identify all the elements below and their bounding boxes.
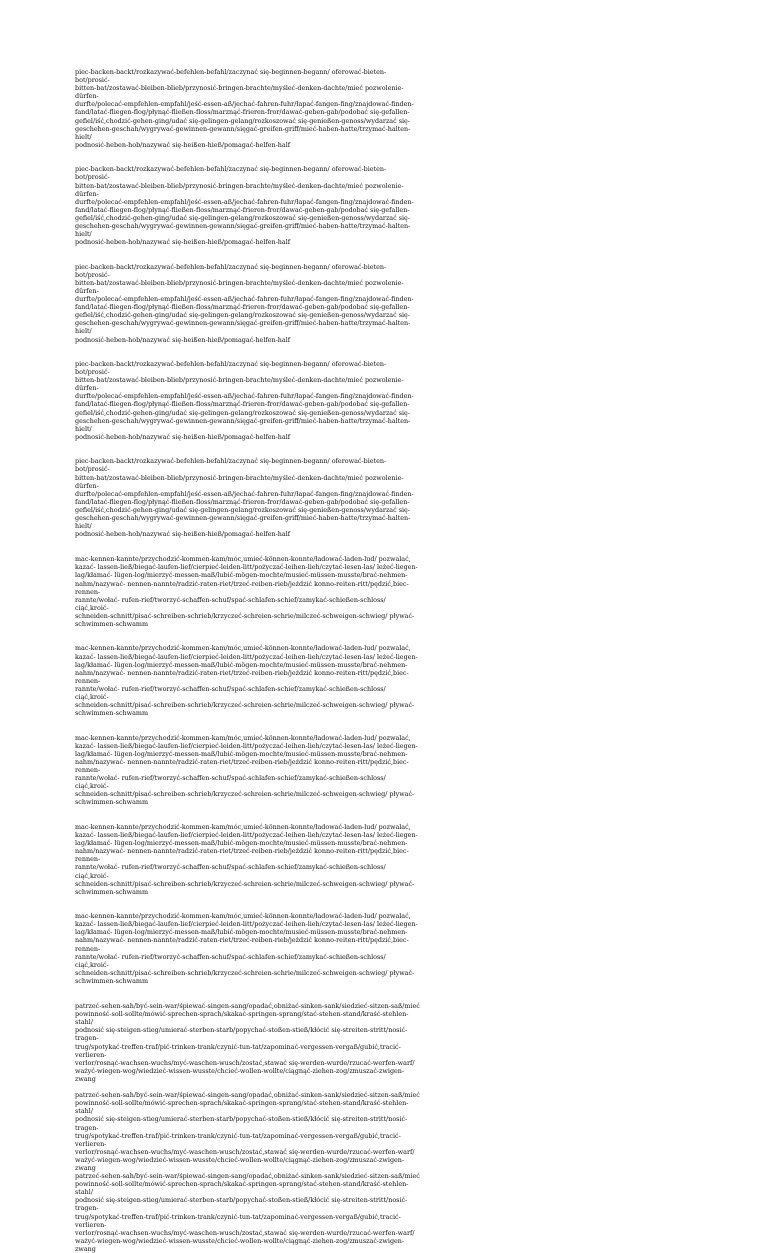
verb-paragraph: piec-backen-backt/rozkazywać-befehlen-befahl/zaczynać się-beginnen-begann/ oferować-bieten-bot/prosić- bitten-bat/zostawać-bleiben-blieb/przynosić-bringen-brachte/myśleć-denken-dachte/mieć pozwolenie-dürfen- durfte/polecać-empfehlen-empfahl/jeść-essen-aß/jechać-fahren-fuhr/łapać-fangen-fing/znajdować-finden- fand/latać-fliegen-flog/płynąć-fließen-floss/marznąć-frieren-fror/dawać-geben-gab/podobać się-gefallen- gefiel/iść,chodzić-gehen-ging/udać się-gelingen-gelang/rozkoszować się-genießen-genoss/wydarzać się- geschehen-geschah/wygrywać-gewinnen-gewann/sięgać-greifen-griff/mieć-haben-hatte/trzymać-halten-hielt/ podnosić-heben-hob/nazywać się-heißen-hieß/pomagać-helfen-half [75,262,414,344]
verb-paragraph: patrzeć-sehen-sah/być-sein-war/śpiewać-singen-sang/opadać,obniżać-sinken-sank/siedzieć-sitzen-saß/mieć powinność-soll-sollte/mówić-sprechen-sprach/skakać-springen-sprang/stać-stehen-stand/kraść-stehlen-stahl/ podnosić się-steigen-stieg/umierać-sterben-starb/popychać-stoßen-stieß/kłócić się-streiten-stritt/nosić-tragen- trug/spotykać-treffen-traf/pić-trinken-trank/czynić-tun-tat/zapominać-vergessen-vergaß/gubić,tracić-verlieren- verlor/rosnąć-wachsen-wuchs/myć-waschen-wusch/zostać,stawać się-werden-wurde/rzucać-werfen-warf/ ważyć-wiegen-wog/wiedzieć-wissen-wusste/chcieć-wollen-wollte/ciągnąć-ziehen-zog/zmuszać-zwigen-zwang [75,1002,420,1083]
verb-paragraph: piec-backen-backt/rozkazywać-befehlen-befahl/zaczynać się-beginnen-begann/ oferować-bieten-bot/prosić- bitten-bat/zostawać-bleiben-blieb/przynosić-bringen-brachte/myśleć-denken-dachte/mieć pozwolenie-dürfen- durfte/polecać-empfehlen-empfahl/jeść-essen-aß/jechać-fahren-fuhr/łapać-fangen-fing/znajdować-finden- fand/latać-fliegen-flog/płynąć-fließen-floss/marznąć-frieren-fror/dawać-geben-gab/podobać się-gefallen- gefiel/iść,chodzić-gehen-ging/udać się-gelingen-gelang/rozkoszować się-genießen-genoss/wydarzać się- geschehen-geschah/wygrywać-gewinnen-gewann/sięgać-greifen-griff/mieć-haben-hatte/trzymać-halten-hielt/ podnosić-heben-hob/nazywać się-heißen-hieß/pomagać-helfen-half [75,457,414,539]
verb-list-section-3 [75,1002,420,1253]
verb-paragraph: mac-kennen-kannte/przychodzić-kommen-kam/móc,umieć-können-konnte/ładować-laden-lud/ pozwalać, kazać- lassen-ließ/biegać-laufen-lief/cierpieć-leiden-litt/pożyczać-leihen-lieh/czytać-lesen-las/ leżeć-liegen- lag/kłamać- lügen-log/mierzyć-messen-maß/lubić-mögen-mochte/musieć-müssen-musste/brać-nehmen- nahm/nazywać- nennen-nannte/radzić-raten-riet/trzeć-reiben-rieb/jeździć konno-reiten-ritt/pędzić,biec-rennen- rannte/wołać- rufen-rief/tworzyć-schaffen-schuf/spać-schlafen-schief/zamykać-schießen-schloss/ ciąć,kroić- schneiden-schnitt/pisać-schreiben-schrieb/krzyczeć-schreien-schrie/milczeć-schweigen-schwieg/ pływać- schwimmen-schwamm [75,555,418,628]
document-page [75,68,420,1253]
verb-paragraph: patrzeć-sehen-sah/być-sein-war/śpiewać-singen-sang/opadać,obniżać-sinken-sank/siedzieć-sitzen-saß/mieć powinność-soll-sollte/mówić-sprechen-sprach/skakać-springen-sprang/stać-stehen-stand/kraść-stehlen-stahl/ podnosić się-steigen-stieg/umierać-sterben-starb/popychać-stoßen-stieß/kłócić się-streiten-stritt/nosić-tragen- trug/spotykać-treffen-traf/pić-trinken-trank/czynić-tun-tat/zapominać-vergessen-vergaß/gubić,tracić-verlieren- verlor/rosnąć-wachsen-wuchs/myć-waschen-wusch/zostać,stawać się-werden-wurde/rzucać-werfen-warf/ ważyć-wiegen-wog/wiedzieć-wissen-wusste/chcieć-wollen-wollte/ciągnąć-ziehen-zog/zmuszać-zwigen-zwang [75,1091,420,1172]
verb-paragraph: piec-backen-backt/rozkazywać-befehlen-befahl/zaczynać się-beginnen-begann/ oferować-bieten-bot/prosić- bitten-bat/zostawać-bleiben-blieb/przynosić-bringen-brachte/myśleć-denken-dachte/mieć pozwolenie-dürfen- durfte/polecać-empfehlen-empfahl/jeść-essen-aß/jechać-fahren-fuhr/łapać-fangen-fing/znajdować-finden- fand/latać-fliegen-flog/płynąć-fließen-floss/marznąć-frieren-fror/dawać-geben-gab/podobać się-gefallen- gefiel/iść,chodzić-gehen-ging/udać się-gelingen-gelang/rozkoszować się-genießen-genoss/wydarzać się- geschehen-geschah/wygrywać-gewinnen-gewann/sięgać-greifen-griff/mieć-haben-hatte/trzymać-halten-hielt/ podnosić-heben-hob/nazywać się-heißen-hieß/pomagać-helfen-half [75,165,414,247]
verb-list-section-1 [75,68,420,538]
verb-paragraph: piec-backen-backt/rozkazywać-befehlen-befahl/zaczynać się-beginnen-begann/ oferować-bieten-bot/prosić- bitten-bat/zostawać-bleiben-blieb/przynosić-bringen-brachte/myśleć-denken-dachte/mieć pozwolenie-dürfen- durfte/polecać-empfehlen-empfahl/jeść-essen-aß/jechać-fahren-fuhr/łapać-fangen-fing/znajdować-finden- fand/latać-fliegen-flog/płynąć-fließen-floss/marznąć-frieren-fror/dawać-geben-gab/podobać się-gefallen- gefiel/iść,chodzić-gehen-ging/udać się-gelingen-gelang/rozkoszować się-genießen-genoss/wydarzać się- geschehen-geschah/wygrywać-gewinnen-gewann/sięgać-greifen-griff/mieć-haben-hatte/trzymać-halten-hielt/ podnosić-heben-hob/nazywać się-heißen-hieß/pomagać-helfen-half [75,359,414,441]
verb-paragraph: piec-backen-backt/rozkazywać-befehlen-befahl/zaczynać się-beginnen-begann/ oferować-bieten-bot/prosić- bitten-bat/zostawać-bleiben-blieb/przynosić-bringen-brachte/myśleć-denken-dachte/mieć pozwolenie-dürfen- durfte/polecać-empfehlen-empfahl/jeść-essen-aß/jechać-fahren-fuhr/łapać-fangen-fing/znajdować-finden- fand/latać-fliegen-flog/płynąć-fließen-floss/marznąć-frieren-fror/dawać-geben-gab/podobać się-gefallen- gefiel/iść,chodzić-gehen-ging/udać się-gelingen-gelang/rozkoszować się-genießen-genoss/wydarzać się- geschehen-geschah/wygrywać-gewinnen-gewann/sięgać-greifen-griff/mieć-haben-hatte/trzymać-halten-hielt/ podnosić-heben-hob/nazywać się-heißen-hieß/pomagać-helfen-half [75,68,414,149]
verb-list-section-2 [75,555,420,985]
verb-paragraph: mac-kennen-kannte/przychodzić-kommen-kam/móc,umieć-können-konnte/ładować-laden-lud/ pozwalać, kazać- lassen-ließ/biegać-laufen-lief/cierpieć-leiden-litt/pożyczać-leihen-lieh/czytać-lesen-las/ leżeć-liegen- lag/kłamać- lügen-log/mierzyć-messen-maß/lubić-mögen-mochte/musieć-müssen-musste/brać-nehmen- nahm/nazywać- nennen-nannte/radzić-raten-riet/trzeć-reiben-rieb/jeździć konno-reiten-ritt/pędzić,biec-rennen- rannte/wołać- rufen-rief/tworzyć-schaffen-schuf/spać-schlafen-schief/zamykać-schießen-schloss/ ciąć,kroić- schneiden-schnitt/pisać-schreiben-schrieb/krzyczeć-schreien-schrie/milczeć-schweigen-schwieg/ pływać- schwimmen-schwamm [75,912,418,985]
verb-paragraph: patrzeć-sehen-sah/być-sein-war/śpiewać-singen-sang/opadać,obniżać-sinken-sank/siedzieć-sitzen-saß/mieć powinność-soll-sollte/mówić-sprechen-sprach/skakać-springen-sprang/stać-stehen-stand/kraść-stehlen-stahl/ podnosić się-steigen-stieg/umierać-sterben-starb/popychać-stoßen-stieß/kłócić się-streiten-stritt/nosić-tragen- trug/spotykać-treffen-traf/pić-trinken-trank/czynić-tun-tat/zapominać-vergessen-vergaß/gubić,tracić-verlieren- verlor/rosnąć-wachsen-wuchs/myć-waschen-wusch/zostać,stawać się-werden-wurde/rzucać-werfen-warf/ ważyć-wiegen-wog/wiedzieć-wissen-wusste/chcieć-wollen-wollte/ciągnąć-ziehen-zog/zmuszać-zwigen-zwang [75,1172,420,1253]
verb-paragraph: mac-kennen-kannte/przychodzić-kommen-kam/móc,umieć-können-konnte/ładować-laden-lud/ pozwalać, kazać- lassen-ließ/biegać-laufen-lief/cierpieć-leiden-litt/pożyczać-leihen-lieh/czytać-lesen-las/ leżeć-liegen- lag/kłamać- lügen-log/mierzyć-messen-maß/lubić-mögen-mochte/musieć-müssen-musste/brać-nehmen- nahm/nazywać- nennen-nannte/radzić-raten-riet/trzeć-reiben-rieb/jeździć konno-reiten-ritt/pędzić,biec-rennen- rannte/wołać- rufen-rief/tworzyć-schaffen-schuf/spać-schlafen-schief/zamykać-schießen-schloss/ ciąć,kroić- schneiden-schnitt/pisać-schreiben-schrieb/krzyczeć-schreien-schrie/milczeć-schweigen-schwieg/ pływać- schwimmen-schwamm [75,733,418,807]
verb-paragraph: mac-kennen-kannte/przychodzić-kommen-kam/móc,umieć-können-konnte/ładować-laden-lud/ pozwalać, kazać- lassen-ließ/biegać-laufen-lief/cierpieć-leiden-litt/pożyczać-leihen-lieh/czytać-lesen-las/ leżeć-liegen- lag/kłamać- lügen-log/mierzyć-messen-maß/lubić-mögen-mochte/musieć-müssen-musste/brać-nehmen- nahm/nazywać- nennen-nannte/radzić-raten-riet/trzeć-reiben-rieb/jeździć konno-reiten-ritt/pędzić,biec-rennen- rannte/wołać- rufen-rief/tworzyć-schaffen-schuf/spać-schlafen-schief/zamykać-schießen-schloss/ ciąć,kroić- schneiden-schnitt/pisać-schreiben-schrieb/krzyczeć-schreien-schrie/milczeć-schweigen-schwieg/ pływać- schwimmen-schwamm [75,822,418,896]
verb-paragraph: mac-kennen-kannte/przychodzić-kommen-kam/móc,umieć-können-konnte/ładować-laden-lud/ pozwalać, kazać- lassen-ließ/biegać-laufen-lief/cierpieć-leiden-litt/pożyczać-leihen-lieh/czytać-lesen-las/ leżeć-liegen- lag/kłamać- lügen-log/mierzyć-messen-maß/lubić-mögen-mochte/musieć-müssen-musste/brać-nehmen- nahm/nazywać- nennen-nannte/radzić-raten-riet/trzeć-reiben-rieb/jeździć konno-reiten-ritt/pędzić,biec-rennen- rannte/wołać- rufen-rief/tworzyć-schaffen-schuf/spać-schlafen-schief/zamykać-schießen-schloss/ ciąć,kroić- schneiden-schnitt/pisać-schreiben-schrieb/krzyczeć-schreien-schrie/milczeć-schweigen-schwieg/ pływać- schwimmen-schwamm [75,644,418,718]
